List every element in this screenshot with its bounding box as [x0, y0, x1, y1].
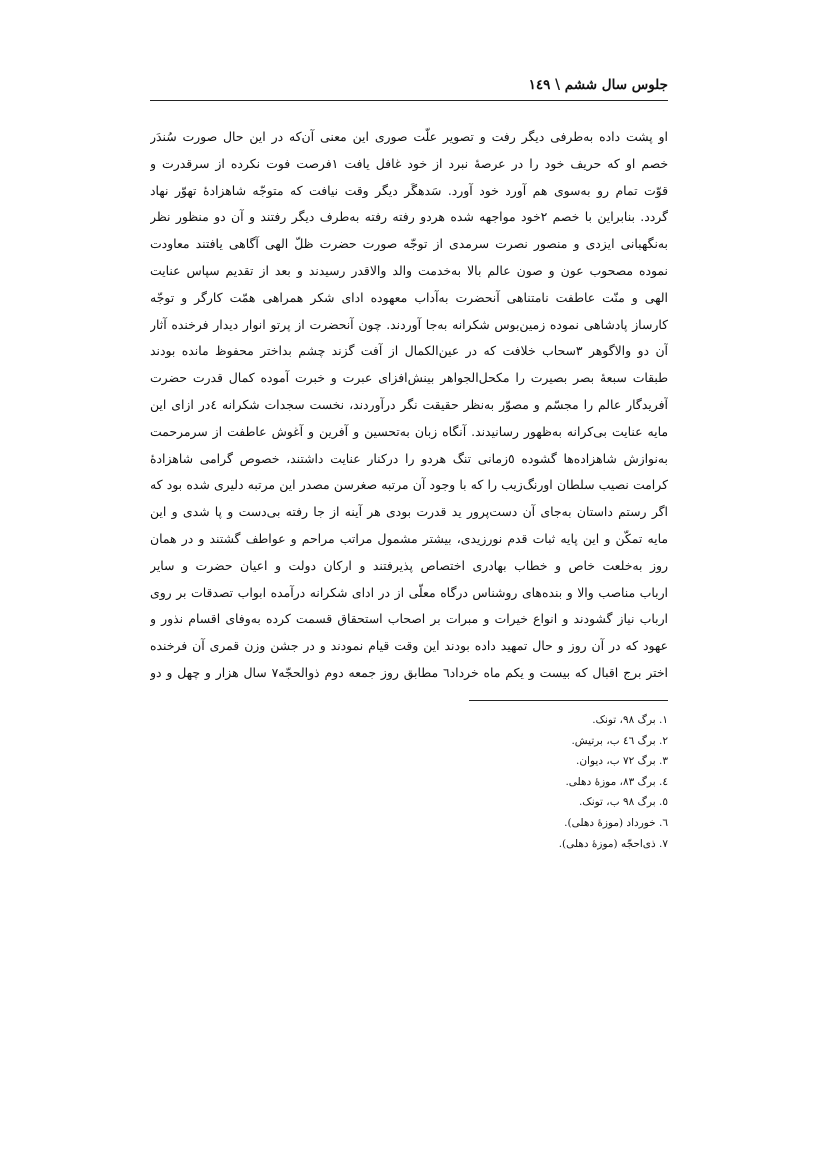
text-line: او پشت داده به‌طرفی دیگر رفت و تصویر علّت صوری این معنی آن‌که در این حال صورت سُندَر [150, 129, 668, 144]
text-line: خصم او که حریف خود را در عرصهٔ نبرد از خود غافل یافت ١فرصت فوت نکرده از سرقدرت و [150, 155, 668, 171]
text-line: آن دو والاگوهر ٣سحاب خلافت که در عین‌الکمال از آفت گزند چشم بداختر محفوظ مانده بودند [150, 343, 668, 359]
text-line: طبقات سبعهٔ بصر بصیرت را مکحل‌الجواهر بینش‌افزای عبرت و خبرت آموده کمال قدرت حضرت [150, 370, 668, 386]
main-text-block [150, 124, 668, 687]
text-line: نموده مصحوب عون و صون عالم بالا به‌خدمت والد والاقدر رسیدند و بعد از تقدیم سپاس عنایت [150, 262, 668, 278]
footnote-item: ٧. ذی‌احجّه (موزهٔ دهلی). [558, 837, 668, 850]
footnote-item: ٣. برگ ٧٢ ب، دیوان. [576, 755, 668, 768]
text-line: مایه عنایت بی‌کرانه به‌ظهور رسانیدند. آنگاه زبان به‌تحسین و آفرین و آغوش عاطفت از سرمرحمت [150, 423, 668, 439]
text-line: عهود که در آن روز و حال تمهید داده بودند این وقت قیام نمودند و در جشن وزن قمری آن فرخنده [150, 638, 668, 654]
text-line: ارباب مناصب والا و بنده‌های روشناس درگاه معلّی از در ادای شکرانه درآمده ابواب تصدقات بر روی [150, 584, 668, 600]
header-divider [150, 100, 668, 101]
text-line: به‌نگهبانی ایزدی و منصور نصرت سرمدی از توجّه صورت حضرت ظلّ الهی آگاهی یافتند معاودت [150, 236, 668, 252]
text-line: کرامت نصیب سلطان اورنگ‌زیب را که با وجود آن مرتبه صغرسن مصدر این مرتبه دلیری شده بود که [150, 477, 668, 493]
text-line: مایه تمکّن و این پایه ثبات قدم نورزیدی، بیشتر مشمول مراتب مراحم و عواطف گشتند و در همان [150, 530, 668, 546]
footnote-item: ٦. خورداد (موزهٔ دهلی). [564, 816, 668, 829]
text-line: الهی و منّت عاطفت نامتناهی آنحضرت به‌آداب معهوده ادای شکر همراهی همّت کارگر و توجّه [150, 289, 668, 305]
text-line: گردد. بنابراین با خصم ٢خود مواجهه شده هردو رفته رفته به‌طرف دیگر رفتند و آن دو منظور نظر [150, 209, 668, 225]
text-line: اختر برج اقبال که بیست و یکم ماه خرداد٦ مطابق روز جمعه دوم ذوالحجّه٧ سال هزار و چهل و دو [150, 664, 668, 680]
footnote-item: ٢. برگ ٤٦ ب، برتیش. [571, 734, 668, 747]
text-line: آفریدگار عالم را مجسّم و مصوّر به‌نظر حقیقت نگر درآوردند، نخست سجدات شکرانه ٤در ازای این [150, 396, 668, 412]
text-line: قوّت تمام رو به‌سوی هم آورد خود آورد. سَدهگَر دیگر وقت نیافت که متوجّه شاهزادهٔ تهوّر نهاد [150, 182, 668, 198]
text-line: اگر رستم داستان به‌جای آن دست‌پرور ید قدرت بودی هر آینه از جا رفته بی‌دست و پا شدی و این [150, 504, 668, 520]
footnote-divider [469, 700, 668, 701]
footnote-item: ٥. برگ ٩٨ ب، تونک. [578, 796, 668, 809]
running-header: جلوس سال ششم \ ١٤٩ [528, 77, 668, 93]
footnotes-list [380, 710, 668, 854]
text-line: به‌نوازش شاهزاده‌ها گشوده ٥زمانی تنگ هردو را درکنار عنایت داشتند، خصوص گرامی شاهزادهٔ [150, 450, 668, 466]
text-line: ارباب نیاز گشودند و انواع خیرات و مبرات بر اصحاب استحقاق قسمت کرده به‌وفای اقسام نذور و [150, 611, 668, 627]
text-line: کارساز پادشاهی نموده زمین‌بوس شکرانه به‌جا آوردند. چون آنحضرت از پرتو انوار دیدار فرخنده آثار [150, 316, 668, 332]
footnote-item: ١. برگ ٩٨، تونک. [592, 714, 668, 726]
footnote-item: ٤. برگ ٨٣، موزهٔ دهلی. [565, 775, 668, 788]
text-line: روز به‌خلعت خاص و خطاب بهادری اختصاص پذیرفتند و ارکان دولت و اعیان حضرت و سایر [150, 557, 668, 573]
